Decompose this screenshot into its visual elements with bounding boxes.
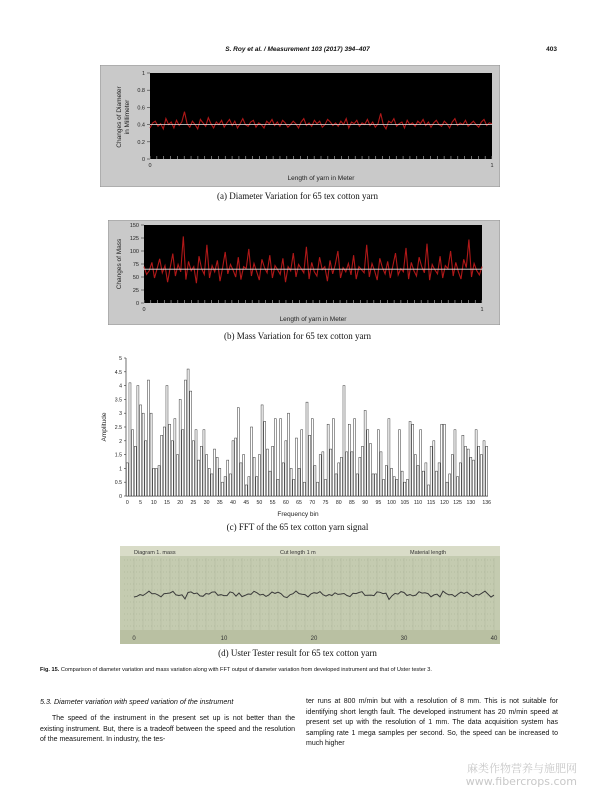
figure-c-bar xyxy=(332,419,334,496)
figure-c-bar xyxy=(335,474,337,496)
figure-c-ytick-label: 3.5 xyxy=(114,397,122,404)
figure-c-bar xyxy=(483,441,485,496)
figure-c-bar xyxy=(351,452,353,496)
figure-c-bar xyxy=(457,477,459,496)
figure-c-bar xyxy=(396,479,398,496)
a-ytick-label: 0.8 xyxy=(137,88,145,95)
b-ytick-label: 0 xyxy=(135,301,139,307)
watermark-line-2: www.fibercrops.com xyxy=(465,775,577,788)
figure-d-xtick-label: 40 xyxy=(490,636,498,642)
figure-c-bar xyxy=(269,471,271,496)
a-ytick-label: 0 xyxy=(141,157,145,163)
figure-c-xtick-label: 30 xyxy=(203,500,210,506)
figure-c-bar xyxy=(208,468,210,496)
b-ytick-label: 125 xyxy=(129,236,139,242)
figure-c-bar xyxy=(401,471,403,496)
figure-c-bar xyxy=(428,485,430,496)
figure-c-bar xyxy=(475,430,477,496)
a-xtick-label: 0 xyxy=(148,163,152,169)
figure-c-bar xyxy=(192,441,194,496)
figure-c-ytick-label: 2 xyxy=(119,438,122,445)
figure-c-xtick-label: 15 xyxy=(164,500,170,506)
figure-c-bar xyxy=(227,460,229,496)
figure-c-bar xyxy=(288,413,290,496)
figure-c-bar xyxy=(369,444,371,496)
figure-c-bar xyxy=(147,380,149,496)
figure-c-fft-chart xyxy=(98,352,498,522)
figure-c-bar xyxy=(179,399,181,496)
figure-c-bar xyxy=(134,446,136,496)
figure-a-caption: (a) Diameter Variation for 65 tex cotton yarn xyxy=(216,191,379,201)
figure-a-xlabel: Length of yarn in Meter xyxy=(287,175,355,182)
figure-a-diameter-chart xyxy=(100,65,500,187)
figure-c-ytick-label: 5 xyxy=(119,356,122,362)
figure-c-bar xyxy=(462,435,464,496)
figure-c-bar xyxy=(470,457,472,496)
figure-c-bar xyxy=(404,482,406,496)
figure-c-bar xyxy=(229,474,231,496)
figure-c-bar xyxy=(446,482,448,496)
watermark-line-1: 麻类作物营养与施肥网 xyxy=(467,762,577,775)
figure-c-xtick-label: 75 xyxy=(322,500,329,506)
figure-c-xtick-label: 90 xyxy=(362,500,369,506)
figure-c-bar xyxy=(261,405,263,496)
figure-caption xyxy=(40,667,560,673)
figure-c-bar xyxy=(338,463,340,496)
figure-c-ytick-label: 3 xyxy=(119,411,122,418)
figure-c-bar xyxy=(298,468,300,496)
figure-c-bar xyxy=(377,430,379,496)
figure-c-bar xyxy=(243,455,245,496)
figure-c-ytick-label: 1.5 xyxy=(114,452,122,459)
figure-c-xtick-label: 110 xyxy=(413,500,423,506)
figure-c-bar xyxy=(319,455,321,496)
figure-c-bar xyxy=(256,477,258,496)
figure-c-bar xyxy=(346,452,348,496)
figure-c-bar xyxy=(340,457,342,496)
figure-c-bar xyxy=(182,430,184,496)
figure-d-xtick-label: 0 xyxy=(132,636,136,642)
figure-c-bar xyxy=(129,383,131,496)
b-xtick-label: 0 xyxy=(142,307,146,313)
figure-c-bar xyxy=(221,482,223,496)
figure-c-xtick-label: 130 xyxy=(466,500,476,506)
figure-c-bar xyxy=(177,455,179,496)
figure-c-bar xyxy=(274,419,276,496)
figure-c-bar xyxy=(330,449,332,496)
figure-c-bar xyxy=(206,455,208,496)
figure-c-bar xyxy=(354,419,356,496)
figure-c-xtick-label: 65 xyxy=(296,500,302,506)
a-ytick-label: 0.2 xyxy=(137,139,145,146)
figure-c-xtick-label: 20 xyxy=(177,500,184,506)
figure-c-bar xyxy=(383,479,385,496)
figure-c-bar xyxy=(132,430,134,496)
figure-c-bar xyxy=(425,463,427,496)
figure-c-bar xyxy=(367,430,369,496)
figure-c-bar xyxy=(145,441,147,496)
figure-c-bar xyxy=(155,468,157,496)
figure-c-bar xyxy=(142,413,144,496)
figure-d-xtick-label: 10 xyxy=(220,636,228,642)
body-paragraph-right: ter runs at 800 m/min but with a resolution of 8 mm. This is not suitable for identifying short length fault. The developed instrument has 20 m/min speed at present set up with the resolution of 1 mm. The data acquisition system has sampling rate 1 mega samples per second. So, the speed can be increased to much higher xyxy=(306,698,558,747)
figure-c-bar xyxy=(380,452,382,496)
figure-c-bar xyxy=(348,424,350,496)
section-title: 5.3. Diameter variation with speed variation of the instrument xyxy=(40,697,234,706)
figure-c-xtick-label: 5 xyxy=(139,500,142,506)
figure-c-bar xyxy=(203,430,205,496)
figure-c-bar xyxy=(158,466,160,496)
figure-caption-text: Comparison of diameter variation and mass variation along with FFT output of diameter variation from developed instrument and that of Uster tester 3. xyxy=(60,667,432,673)
figure-c-caption: (c) FFT of the 65 tex cotton yarn signal xyxy=(226,522,369,532)
figure-c-bar xyxy=(322,452,324,496)
figure-a-ylabel-line-2: in Millimeter xyxy=(124,99,131,135)
figure-c-bar xyxy=(303,482,305,496)
figure-c-bar xyxy=(343,386,345,496)
figure-c-bar xyxy=(190,391,192,496)
figure-c-bar xyxy=(478,446,480,496)
figure-c-bar xyxy=(327,424,329,496)
figure-c-bar xyxy=(161,435,163,496)
figure-c-ytick-label: 2.5 xyxy=(114,425,122,431)
figure-c-bar xyxy=(486,446,488,496)
figure-c-xlabel: Frequency bin xyxy=(277,511,319,518)
figure-c-bar xyxy=(443,424,445,496)
figure-c-bar xyxy=(200,446,202,496)
figure-c-bar xyxy=(216,457,218,496)
figure-c-bar xyxy=(187,369,189,496)
body-paragraph-left: The speed of the instrument in the present set up is not better than the existing instrument. But, there is a tradeoff between the speed and the resolution of the measurement. In industry, the tes- xyxy=(40,715,295,743)
running-head: S. Roy et al. / Measurement 103 (2017) 394–407 xyxy=(225,46,370,53)
figure-c-xtick-label: 95 xyxy=(375,500,382,506)
b-ytick-label: 50 xyxy=(132,275,139,281)
figure-c-ytick-label: 4.5 xyxy=(114,369,122,376)
figure-b-mass-chart xyxy=(108,220,500,325)
figure-c-xtick-label: 80 xyxy=(335,500,342,506)
figure-c-bar xyxy=(356,474,358,496)
figure-c-bar xyxy=(272,446,274,496)
figure-b-plot-area xyxy=(144,225,482,303)
figure-a-ylabel-line-1: Changes of Diameter xyxy=(116,86,123,148)
figure-c-bar xyxy=(388,419,390,496)
figure-c-bar xyxy=(417,466,419,496)
b-ytick-label: 25 xyxy=(132,288,139,294)
figure-c-xtick-label: 55 xyxy=(269,500,276,506)
figure-c-bar xyxy=(359,457,361,496)
figure-c-bar xyxy=(150,413,152,496)
figure-c-bar xyxy=(293,479,295,496)
figure-c-bar xyxy=(301,430,303,496)
figure-c-bar xyxy=(166,386,168,496)
watermark xyxy=(466,762,577,788)
figure-c-bar xyxy=(237,408,239,496)
figure-c-bar xyxy=(459,463,461,496)
figure-c-bar xyxy=(253,457,255,496)
figure-c-xtick-label: 50 xyxy=(256,500,263,506)
figure-c-bar xyxy=(422,471,424,496)
b-ytick-label: 100 xyxy=(129,249,139,255)
figure-c-bar xyxy=(472,460,474,496)
figure-c-bar xyxy=(171,441,173,496)
figure-c-bar xyxy=(433,441,435,496)
figure-c-ytick-label: 1 xyxy=(119,466,122,473)
figure-c-bar xyxy=(364,410,366,496)
figure-c-bar xyxy=(224,477,226,496)
figure-c-bar xyxy=(414,455,416,496)
figure-c-bar xyxy=(248,477,250,496)
a-ytick-label: 1 xyxy=(141,71,145,77)
figure-d-xtick-label: 20 xyxy=(310,636,318,642)
figure-c-xtick-label: 25 xyxy=(190,500,197,506)
figure-c-bar xyxy=(280,419,282,496)
figure-c-ytick-label: 0 xyxy=(119,494,122,500)
figure-c-xtick-label: 60 xyxy=(282,500,289,506)
body-right-column xyxy=(306,697,558,750)
figure-c-xtick-label: 105 xyxy=(400,500,410,506)
figure-c-xtick-label: 10 xyxy=(150,500,157,506)
figure-c-xtick-label: 45 xyxy=(243,500,250,506)
figure-c-bar xyxy=(153,468,155,496)
figure-c-bar xyxy=(195,430,197,496)
figure-c-bar xyxy=(306,402,308,496)
figure-c-bar xyxy=(480,455,482,496)
figure-d-caption: (d) Uster Tester result for 65 tex cotton yarn xyxy=(218,648,377,658)
figure-c-bar xyxy=(385,466,387,496)
figure-c-bar xyxy=(214,449,216,496)
figure-c-bar xyxy=(372,474,374,496)
figure-c-bar xyxy=(435,471,437,496)
figure-c-xtick-label: 40 xyxy=(230,500,236,506)
figure-c-ylabel: Amplitude xyxy=(101,412,108,442)
figure-c-xtick-label: 70 xyxy=(309,500,316,506)
figure-c-bar xyxy=(126,463,128,496)
figure-d-header-3: Material length xyxy=(410,550,447,556)
figure-c-bar xyxy=(314,466,316,496)
figure-c-xtick-label: 125 xyxy=(453,500,462,506)
figure-c-bar xyxy=(184,380,186,496)
a-xtick-label: 1 xyxy=(490,163,494,169)
body-left-column xyxy=(40,714,295,746)
figure-c-bar xyxy=(137,386,139,496)
figure-c-bar xyxy=(169,424,171,496)
figure-c-bar xyxy=(451,455,453,496)
figure-c-bar xyxy=(295,438,297,496)
figure-c-bar xyxy=(235,438,237,496)
figure-c-ytick-label: 4 xyxy=(119,383,122,390)
figure-c-xtick-label: 120 xyxy=(440,500,449,506)
figure-c-bar xyxy=(324,479,326,496)
figure-c-bar xyxy=(266,449,268,496)
figure-c-bar xyxy=(258,455,260,496)
figure-c-xtick-label: 35 xyxy=(216,500,223,506)
figure-c-bar xyxy=(406,479,408,496)
figure-d-header-1: Diagram 1. mass xyxy=(134,550,176,556)
figure-c-bar xyxy=(251,427,253,496)
figure-c-xtick-label: 115 xyxy=(427,500,436,506)
a-ytick-label: 0.6 xyxy=(137,105,145,112)
figure-c-bar xyxy=(174,419,176,496)
b-xtick-label: 1 xyxy=(480,307,484,313)
figure-c-bar xyxy=(211,474,213,496)
figure-c-xtick-label: 85 xyxy=(349,500,355,506)
figure-b-xlabel: Length of yarn in Meter xyxy=(279,316,347,323)
figure-c-ytick-label: 0.5 xyxy=(114,480,122,487)
b-ytick-label: 75 xyxy=(132,262,139,268)
figure-c-bar xyxy=(375,474,377,496)
figure-c-bar xyxy=(317,482,319,496)
figure-d-xtick-label: 30 xyxy=(400,636,408,642)
figure-d-uster-chart xyxy=(120,546,500,644)
figure-c-bar xyxy=(398,430,400,496)
figure-c-bar xyxy=(391,468,393,496)
figure-c-bar xyxy=(264,421,266,496)
figure-c-bar xyxy=(240,463,242,496)
figure-c-bar xyxy=(438,463,440,496)
figure-c-xtick-label: 0 xyxy=(125,500,129,506)
figure-c-xtick-label: 100 xyxy=(387,500,396,506)
figure-a-plot-area xyxy=(150,73,492,159)
figure-c-bar xyxy=(140,405,142,496)
b-ytick-label: 150 xyxy=(129,223,139,229)
figure-c-bar xyxy=(430,446,432,496)
figure-c-bar xyxy=(163,427,165,496)
figure-b-caption: (b) Mass Variation for 65 tex cotton yarn xyxy=(223,331,372,341)
figure-c-bar xyxy=(420,430,422,496)
figure-c-bar xyxy=(285,441,287,496)
figure-c-bar xyxy=(282,463,284,496)
figure-c-bar xyxy=(393,477,395,496)
figure-c-bar xyxy=(409,421,411,496)
figure-c-bar xyxy=(277,479,279,496)
figure-label: Fig. 15. xyxy=(40,667,60,673)
figure-c-bar xyxy=(441,424,443,496)
figure-c-bar xyxy=(454,430,456,496)
figure-c-bar xyxy=(412,424,414,496)
figure-c-bar xyxy=(198,460,200,496)
figure-c-xtick-label: 136 xyxy=(482,500,492,506)
a-ytick-label: 0.4 xyxy=(137,122,145,129)
figure-c-bar xyxy=(309,435,311,496)
figure-c-bar xyxy=(449,474,451,496)
figure-c-bar xyxy=(361,446,363,496)
figure-c-bar xyxy=(219,468,221,496)
figure-c-bar xyxy=(311,419,313,496)
figure-b-ylabel: Changes of Mass xyxy=(116,238,123,290)
figure-c-bar xyxy=(232,441,234,496)
figure-c-bar xyxy=(467,449,469,496)
figure-c-bar xyxy=(290,468,292,496)
figure-c-bar xyxy=(245,485,247,496)
page-number: 403 xyxy=(546,46,557,53)
figure-d-header-2: Cut length 1 m xyxy=(280,550,316,556)
figure-c-bar xyxy=(465,446,467,496)
